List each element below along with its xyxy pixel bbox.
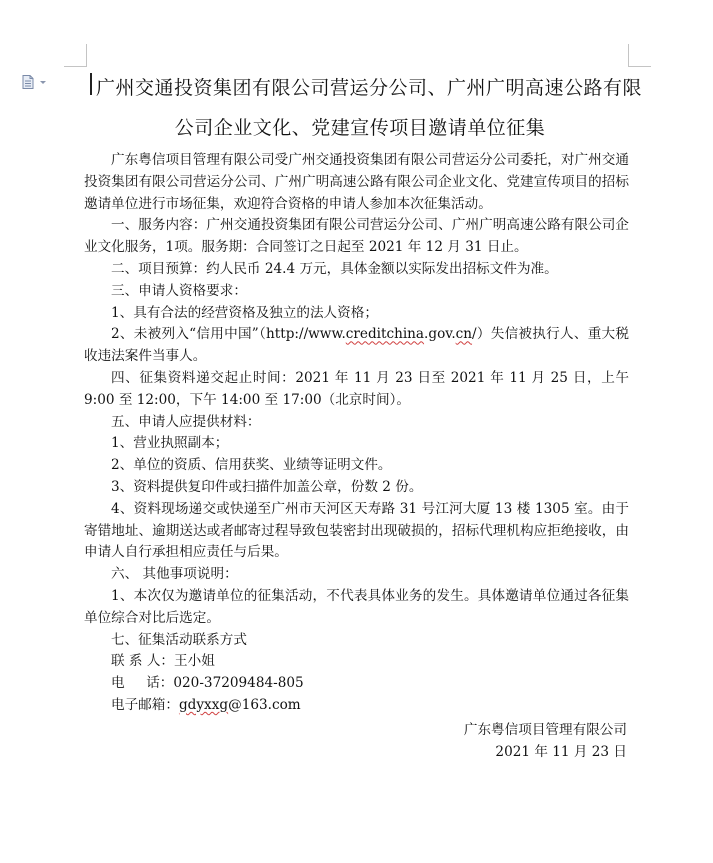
- document-title-line-1: 广州交通投资集团有限公司营运分公司、广州广明高速公路有限: [96, 77, 643, 99]
- section-5-item-3: 3、资料提供复印件或扫描件加盖公章，份数 2 份。: [111, 478, 423, 495]
- document-body: [84, 150, 629, 717]
- text-cursor: [90, 73, 92, 95]
- document-icon: [23, 76, 33, 89]
- contact-person: 联 系 人：王小姐: [111, 653, 215, 670]
- section-5-heading: 五、申请人应提供材料：: [111, 413, 261, 430]
- page-corner-mark-right: [628, 44, 651, 67]
- item-2-text-start: 2、未被列入“信用中国”（http://www.: [111, 326, 346, 343]
- document-title-line-2: 公司企业文化、党建宣传项目邀请单位征集: [174, 117, 546, 139]
- page-corner-mark-left: [64, 44, 87, 67]
- url-domain-part: .gov.: [424, 326, 456, 343]
- intro-paragraph: 广东粤信项目管理有限公司受广州交通投资集团有限公司营运分公司委托，对广州交通投资集团有限公司营运分公司、广州广明高速公路有限公司企业文化、党建宣传项目的招标邀请单位进行市场征集，欢迎符合资格的申请人参加本次征集活动。: [84, 152, 629, 212]
- contact-phone: 电 话：020-37209484-805: [111, 675, 304, 692]
- section-7-heading: 七、征集活动联系方式: [111, 631, 247, 648]
- section-6-heading: 六、 其他事项说明：: [111, 566, 238, 583]
- section-5-item-1: 1、营业执照副本；: [111, 435, 229, 452]
- section-6-item-1: 1、本次仅为邀请单位的征集活动，不代表具体业务的发生。具体邀请单位通过各征集单位综合对比后选定。: [84, 587, 629, 626]
- signature-organization: 广东粤信项目管理有限公司: [463, 722, 627, 738]
- section-3-item-2: [84, 324, 629, 368]
- section-5-item-4: 4、资料现场递交或快递至广州市天河区天寿路 31 号江河大厦 13 楼 1305 室。由于寄错地址、逾期送达或者邮寄过程导致包装密封出现破损的，招标代理机构应拒绝接收，由申请人自行承担相应责任与后果。: [84, 500, 629, 561]
- section-4-submission-time: 四、征集资料递交起止时间：2021 年 11 月 23 日至 2021 年 11 月 25 日，上午 9:00 至 12:00，下午 14:00 至 17:00（北京时间）。: [84, 369, 629, 408]
- email-user: gdyxxg: [178, 696, 229, 713]
- url-word-creditchina: creditchina: [345, 326, 425, 343]
- item-2-text-end: /）失信被执行人、重大税收违法案件当事人。: [84, 326, 629, 365]
- section-2-budget: 二、项目预算：约人民币 24.4 万元，具体金额以实际发出招标文件为准。: [111, 260, 558, 277]
- section-3-item-1: 1、具有合法的经营资格及独立的法人资格；: [111, 304, 378, 321]
- document-icon[interactable]: [20, 74, 50, 90]
- section-1-service-content: 一、服务内容：广州交通投资集团有限公司营运分公司、广州广明高速公路有限公司企业文化服务，1项。服务期：合同签订之日起至 2021 年 12 月 31 日止。: [84, 217, 629, 256]
- section-3-heading: 三、申请人资格要求：: [111, 282, 247, 299]
- section-5-item-2: 2、单位的资质、信用获奖、业绩等证明文件。: [111, 457, 392, 474]
- dropdown-arrow-icon: [40, 81, 46, 84]
- url-word-cn: cn: [455, 326, 473, 343]
- contact-email: [84, 695, 629, 717]
- signature-date: 2021 年 11 月 23 日: [495, 744, 627, 760]
- email-domain: @163.com: [228, 696, 301, 713]
- email-label: 电子邮箱：: [111, 696, 179, 713]
